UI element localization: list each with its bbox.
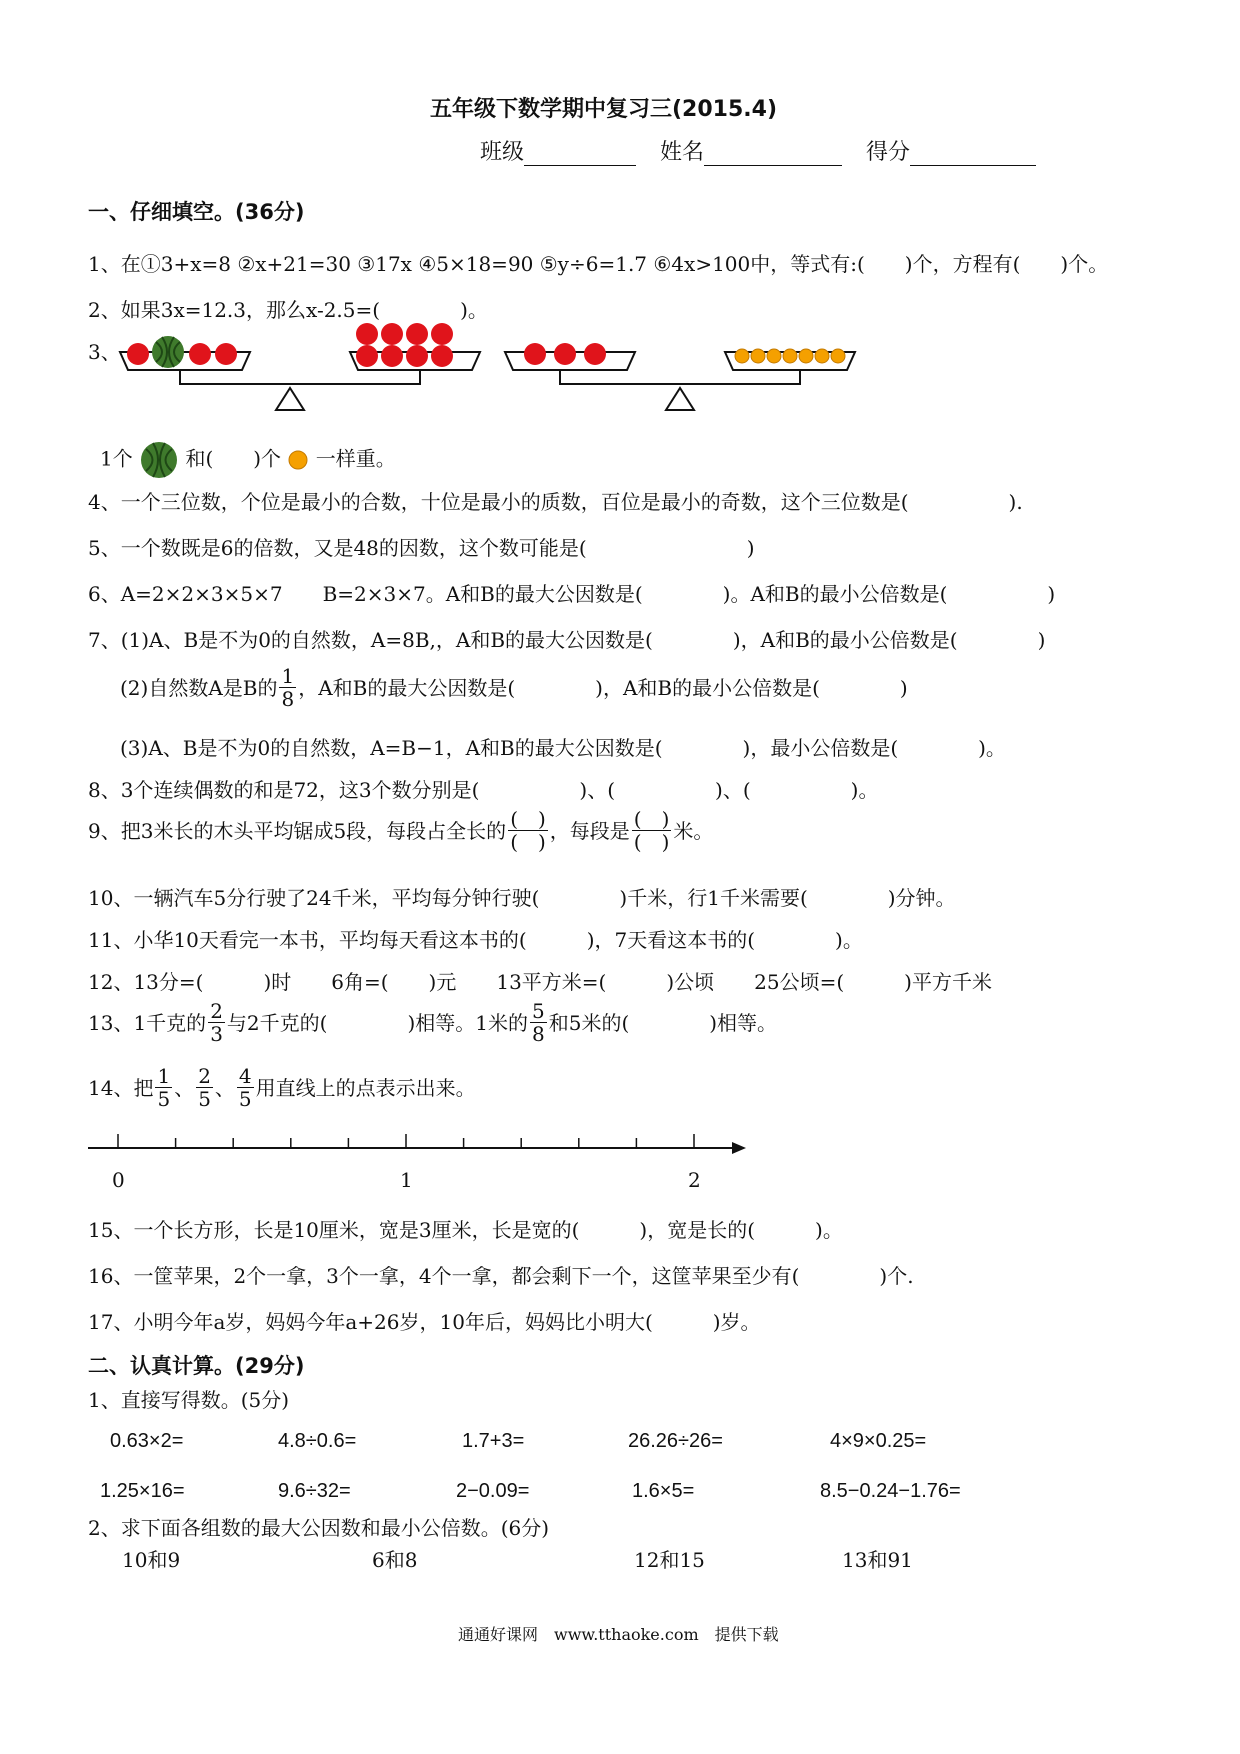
student-info-line [480, 135, 1036, 166]
question-8: 8、3个连续偶数的和是72，这3个数分别是( )、( )、( )。 [88, 778, 879, 802]
fraction-denominator: 8 [531, 1022, 545, 1046]
question-3-number: 3、 [88, 340, 121, 364]
q9-fraction-blank-2[interactable] [632, 808, 672, 853]
question-1: 1、在①3+x=8 ②x+21=30 ③17x ④5×18=90 ⑤y÷6=1.7 ⑥4x>100中，等式有:( )个，方程有( )个。 [88, 252, 1109, 276]
calc-item: 1.25×16= [100, 1480, 185, 1502]
question-15: 15、一个长方形，长是10厘米，宽是3厘米，长是宽的( )，宽是长的( )。 [88, 1218, 843, 1242]
calc-item: 1.6×5= [632, 1480, 695, 1502]
orange-icon-inline [287, 449, 309, 471]
fraction-denominator: 8 [281, 687, 295, 711]
number-line-label-1: 1 [400, 1168, 413, 1192]
number-line[interactable] [88, 1130, 848, 1190]
calc-item: 4×9×0.25= [830, 1430, 927, 1452]
q3-part-c: 一样重。 [315, 446, 396, 471]
apple-group-left-2 [524, 343, 606, 365]
question-7-3: (3)A、B是不为0的自然数，A=B−1，A和B的最大公因数是( )，最小公倍数是( )。 [120, 736, 1006, 760]
question-7-1: 7、(1)A、B是不为0的自然数，A=8B,，A和B的最大公因数是( )，A和B的最小公倍数是( ) [88, 628, 1046, 652]
q9-text-c: 米。 [673, 818, 714, 843]
number-pair: 10和9 [122, 1548, 181, 1572]
q3-part-a: 1个 [100, 446, 133, 471]
fraction-two-thirds [208, 1000, 225, 1045]
question-6: 6、A=2×2×3×5×7 B=2×3×7。A和B的最大公因数是( )。A和B的最小公倍数是( ) [88, 582, 1056, 606]
separator: 、 [214, 1075, 235, 1100]
fraction-denominator: 5 [198, 1087, 211, 1111]
watermelon-icon [152, 336, 184, 368]
question-3-text [100, 440, 396, 480]
question-13 [88, 1000, 777, 1045]
question-16: 16、一筐苹果，2个一拿，3个一拿，4个一拿，都会剩下一个，这筐苹果至少有( )个. [88, 1264, 914, 1288]
q7-2-text-a: (2)自然数A是B的 [120, 675, 278, 700]
question-11: 11、小华10天看完一本书，平均每天看这本书的( )，7天看这本书的( )。 [88, 928, 863, 952]
page-title: 五年级下数学期中复习三(2015.4) [430, 97, 778, 122]
fraction-numerator: 4 [238, 1064, 252, 1088]
fraction-two-fifths [196, 1065, 213, 1110]
question-2: 2、如果3x=12.3，那么x-2.5=( )。 [88, 298, 488, 322]
number-line-label-0: 0 [112, 1168, 125, 1192]
blank-numerator: ( ) [633, 807, 670, 831]
question-12: 12、13分=( )时 6角=( )元 13平方米=( )公顷 25公顷=( )平方千米 [88, 970, 992, 994]
fraction-denominator: 3 [210, 1022, 223, 1046]
section-1-heading: 一、仔细填空。(36分) [88, 200, 305, 224]
calc-item: 4.8÷0.6= [278, 1430, 357, 1452]
balance-scales-figure [110, 320, 870, 410]
fraction-numerator: 2 [198, 1064, 211, 1088]
fraction-one-eighth [279, 665, 296, 710]
class-label: 班级 [480, 140, 525, 165]
q3-part-b: 和( )个 [185, 446, 282, 471]
class-blank[interactable] [524, 143, 636, 166]
section-2-heading: 二、认真计算。(29分) [88, 1354, 305, 1378]
blank-numerator: ( ) [510, 807, 546, 831]
question-5: 5、一个数既是6的倍数，又是48的因数，这个数可能是( ) [88, 536, 755, 560]
fraction-numerator: 5 [531, 999, 545, 1023]
question-14 [88, 1065, 476, 1110]
fraction-one-fifth [155, 1065, 172, 1110]
fraction-five-eighths [530, 1000, 547, 1045]
calc-item: 1.7+3= [462, 1430, 525, 1452]
calc-item: 8.5−0.24−1.76= [820, 1480, 961, 1502]
watermelon-icon-inline [139, 440, 179, 480]
question-7-2 [120, 665, 908, 710]
question-4: 4、一个三位数，个位是最小的合数，十位是最小的质数，百位是最小的奇数，这个三位数是( ). [88, 490, 1023, 514]
score-blank[interactable] [910, 143, 1036, 166]
fraction-numerator: 2 [210, 999, 223, 1023]
fraction-denominator: 5 [238, 1087, 252, 1111]
name-blank[interactable] [704, 143, 842, 166]
calc-item: 2−0.09= [456, 1480, 530, 1502]
blank-denominator: ( ) [633, 830, 670, 854]
question-17: 17、小明今年a岁，妈妈今年a+26岁，10年后，妈妈比小明大( )岁。 [88, 1310, 761, 1334]
fraction-numerator: 1 [157, 1064, 171, 1088]
number-pair: 13和91 [842, 1548, 913, 1572]
section-2-sub-1: 1、直接写得数。(5分) [88, 1388, 290, 1412]
q7-2-text-b: ，A和B的最大公因数是( )，A和B的最小公倍数是( ) [298, 675, 908, 700]
calc-item: 9.6÷32= [278, 1480, 351, 1502]
q13-text-a: 13、1千克的 [88, 1010, 207, 1035]
question-9 [88, 808, 713, 853]
score-label: 得分 [866, 140, 911, 165]
number-pair: 12和15 [634, 1548, 705, 1572]
q14-text-b: 用直线上的点表示出来。 [255, 1075, 476, 1100]
separator: 、 [174, 1075, 195, 1100]
fraction-four-fifths [237, 1065, 254, 1110]
q13-text-b: 与2千克的( )相等。1米的 [226, 1010, 528, 1035]
q9-text-a: 9、把3米长的木头平均锯成5段，每段占全长的 [88, 818, 507, 843]
fraction-numerator: 1 [281, 664, 295, 688]
footer: 通通好课网 www.tthaoke.com 提供下载 [458, 1625, 779, 1644]
q14-text-a: 14、把 [88, 1075, 154, 1100]
q9-text-b: ，每段是 [549, 818, 630, 843]
section-2-sub-2: 2、求下面各组数的最大公因数和最小公倍数。(6分) [88, 1516, 550, 1540]
question-10: 10、一辆汽车5分行驶了24千米，平均每分钟行驶( )千米，行1千米需要( )分钟。 [88, 886, 956, 910]
number-pair: 6和8 [372, 1548, 418, 1572]
q9-fraction-blank-1[interactable] [508, 808, 548, 853]
calc-item: 0.63×2= [110, 1430, 184, 1452]
q13-text-c: 和5米的( )相等。 [548, 1010, 778, 1035]
calc-item: 26.26÷26= [628, 1430, 723, 1452]
blank-denominator: ( ) [510, 830, 546, 854]
fraction-denominator: 5 [157, 1087, 171, 1111]
number-line-label-2: 2 [688, 1168, 701, 1192]
name-label: 姓名 [660, 140, 705, 165]
number-line-arrow [732, 1142, 746, 1154]
